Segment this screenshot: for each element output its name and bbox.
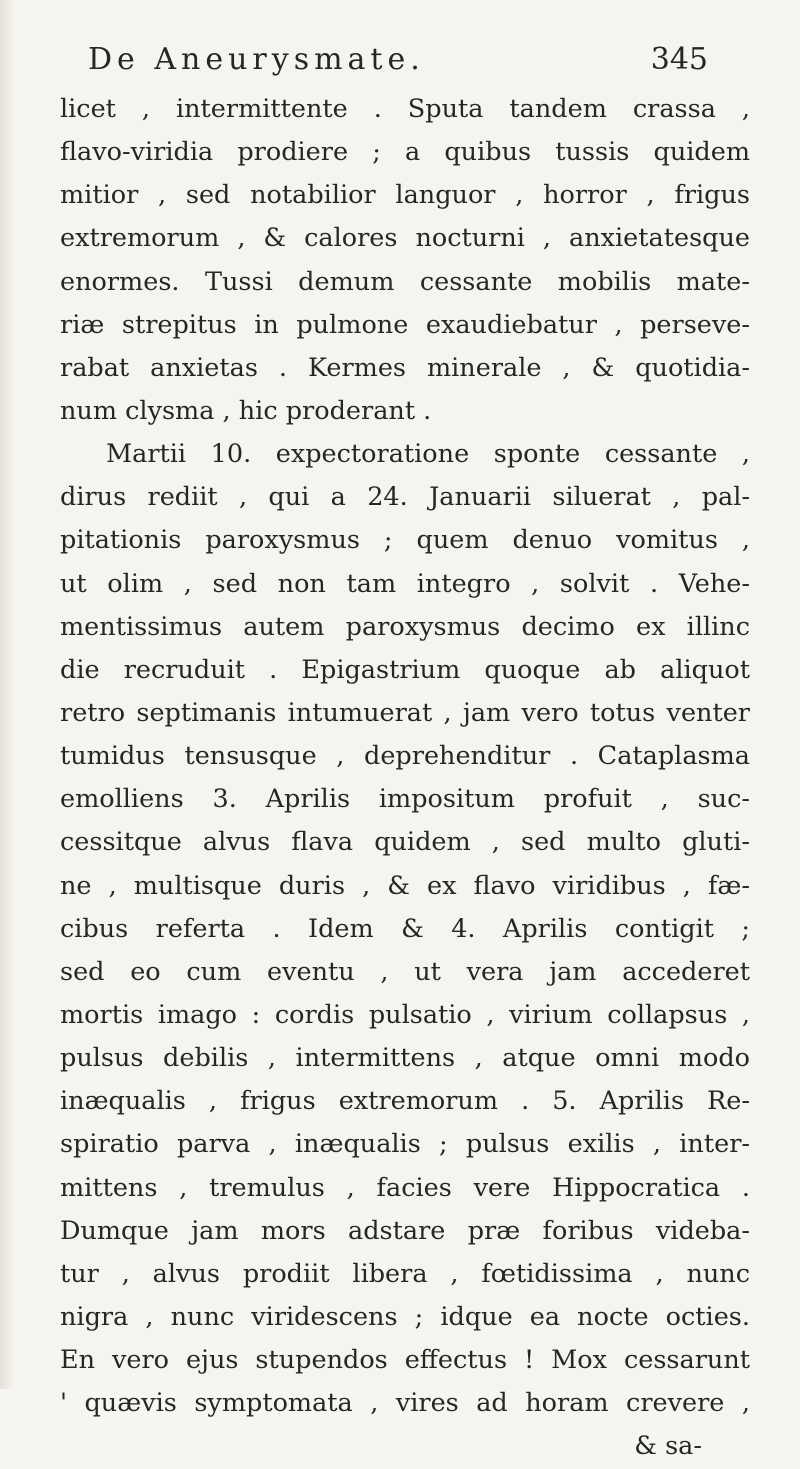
catchword: & sa- xyxy=(634,1431,702,1462)
text-line: sed eo cum eventu , ut vera jam accederet xyxy=(60,956,750,987)
text-line: die recruduit . Epigastrium quoque ab aliquot xyxy=(60,654,750,685)
text-line: pitationis paroxysmus ; quem denuo vomitus , xyxy=(60,525,750,556)
text-line: mitior , sed notabilior languor , horror , frigus xyxy=(60,180,750,211)
text-line: riæ strepitus in pulmone exaudiebatur , perseve- xyxy=(60,309,750,340)
text-line: ne , multisque duris , & ex flavo viridibus , fæ- xyxy=(60,870,750,901)
text-line: pulsus debilis , intermittens , atque omni modo xyxy=(60,1043,750,1074)
text-line: rabat anxietas . Kermes minerale , & quotidia- xyxy=(60,352,750,383)
text-line: spiratio parva , inæqualis ; pulsus exilis , inter- xyxy=(60,1129,750,1160)
running-title: De Aneurysmate. xyxy=(88,42,425,77)
text-line: mittens , tremulus , facies vere Hippocratica . xyxy=(60,1172,750,1203)
text-line: Martii 10. expectoratione sponte cessante , xyxy=(106,439,750,470)
text-line: num clysma , hic proderant . xyxy=(60,395,432,426)
text-line: cessitque alvus flava quidem , sed multo gluti- xyxy=(60,827,750,858)
text-line: flavo-viridia prodiere ; a quibus tussis quidem xyxy=(60,137,750,168)
text-line: tur , alvus prodiit libera , fœtidissima , nunc xyxy=(60,1258,750,1289)
text-line: ut olim , sed non tam integro , solvit . Vehe- xyxy=(60,568,750,599)
text-line: ' quævis symptomata , vires ad horam crevere , xyxy=(60,1388,750,1419)
text-line: Dumque jam mors adstare præ foribus videba- xyxy=(60,1215,750,1246)
text-line: enormes. Tussi demum cessante mobilis mate- xyxy=(60,266,750,297)
text-line: inæqualis , frigus extremorum . 5. Aprilis Re- xyxy=(60,1086,750,1117)
text-line: mortis imago : cordis pulsatio , virium collapsus , xyxy=(60,999,750,1030)
text-line: emolliens 3. Aprilis impositum profuit , suc- xyxy=(60,784,750,815)
page-number: 345 xyxy=(650,42,708,77)
text-line: cibus referta . Idem & 4. Aprilis contigit ; xyxy=(60,913,750,944)
text-line: En vero ejus stupendos effectus ! Mox cessarunt xyxy=(60,1345,750,1376)
text-line: tumidus tensusque , deprehenditur . Cataplasma xyxy=(60,741,750,772)
text-line: dirus rediit , qui a 24. Januarii siluerat , pal- xyxy=(60,482,750,513)
body-text xyxy=(60,88,750,1469)
running-header xyxy=(88,38,708,82)
text-line: retro septimanis intumuerat , jam vero totus venter xyxy=(60,697,750,728)
text-line: extremorum , & calores nocturni , anxietatesque xyxy=(60,223,750,254)
text-line: licet , intermittente . Sputa tandem crassa , xyxy=(60,94,750,124)
text-line: nigra , nunc viridescens ; idque ea nocte octies. xyxy=(60,1301,750,1332)
text-line: mentissimus autem paroxysmus decimo ex illinc xyxy=(60,611,750,642)
